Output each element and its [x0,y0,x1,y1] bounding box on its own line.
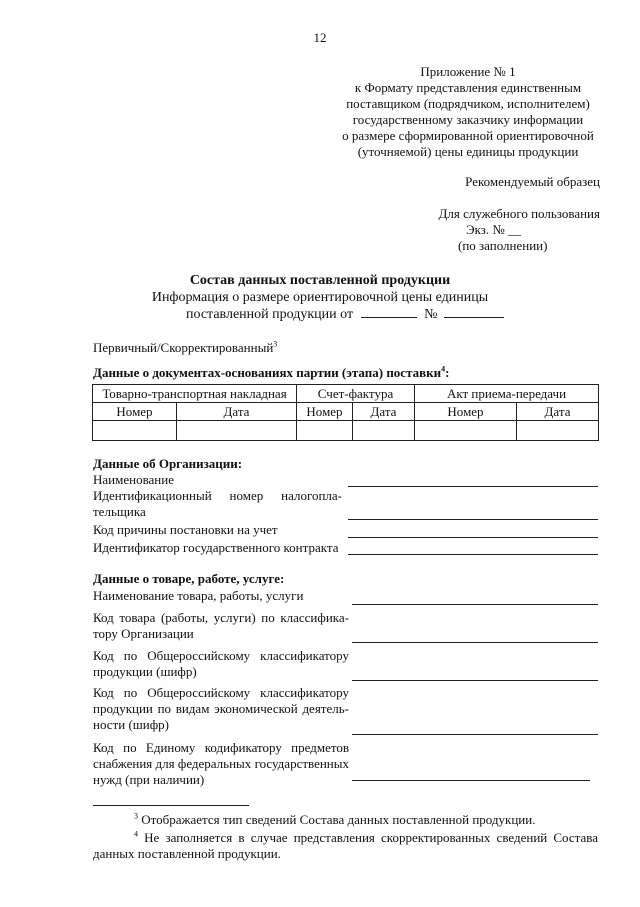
subcolumn-header: Номер [415,403,517,421]
subcolumn-header: Дата [517,403,599,421]
okved-code-field[interactable] [352,734,598,735]
okp-code-field[interactable] [352,680,598,681]
date-prefix: поставленной продукции от [186,307,354,322]
table-cell[interactable] [177,421,297,441]
appendix-line: (уточняемой) цены единицы продукции [357,144,579,159]
footnote-ref: 4 [441,364,446,374]
kpp-label: Код причины постановки на учет [93,522,278,537]
org-section-title: Данные об Организации: [93,456,243,471]
column-header: Товарно-транспортная накладная [93,385,297,403]
footnote-mark: 4 [134,829,138,839]
table-cell[interactable] [517,421,599,441]
document-subtitle: Информация о размере ориентировочной цены единицы [151,290,489,305]
footnote-mark: 3 [134,811,138,821]
org-code-label-cont: тору Организации [93,626,194,641]
org-name-label: Наименование [93,472,174,487]
appendix-line: к Формату представления единственным [354,80,582,95]
ek-code-label: Код по Единому кодификатору предметов [93,740,349,755]
subcolumn-header: Номер [297,403,353,421]
column-header: Акт приема-передачи [415,385,599,403]
footnote-4-cont: данных поставленной продукции. [93,846,281,861]
document-subtitle-line3 [186,307,504,323]
primary-corrected-label [93,340,277,356]
sample-label: Рекомендуемый образец [465,174,600,189]
goods-name-field[interactable] [352,604,598,605]
okved-code-label-cont: ности (шифр) [93,717,169,732]
footnote-3 [134,812,535,828]
okved-code-label-cont: продукции по видам экономической деятель- [93,701,349,716]
footnote-4 [134,830,598,846]
okved-code-label: Код по Общероссийскому классификатору [93,685,349,700]
table-cell[interactable] [297,421,353,441]
copy-number-label: Экз. № __ [466,222,522,237]
inn-field[interactable] [348,519,598,520]
org-code-field[interactable] [352,642,598,643]
okp-code-label: Код по Общероссийскому классификатору [93,648,349,663]
docs-section-title: Данные о документах-основаниях партии (этапа) поставки$^4$: [93,364,450,380]
appendix-line: поставщиком (подрядчиком, исполнителем) [346,96,590,111]
page-number: 12 [313,30,327,45]
subcolumn-header: Дата [177,403,297,421]
contract-id-field[interactable] [348,554,598,555]
subcolumn-header: Дата [353,403,415,421]
footnote-text: Не заполняется в случае представления скорректированных сведений Состава [144,830,598,845]
subcolumn-header: Номер [93,403,177,421]
appendix-line: государственному заказчику информации [352,112,584,127]
column-header: Счет-фактура [297,385,415,403]
table-cell[interactable] [93,421,177,441]
docs-section-title-text: Данные о документах-основаниях партии (этапа) поставки [93,365,442,380]
goods-section-title: Данные о товаре, работе, услуге: [93,571,285,586]
contract-id-label: Идентификатор государственного контракта [93,540,339,555]
fill-note: (по заполнении) [458,238,548,253]
goods-name-label: Наименование товара, работы, услуги [93,588,304,603]
org-name-field[interactable] [348,486,598,487]
date-blank[interactable] [361,307,417,318]
kpp-field[interactable] [348,537,598,538]
table-cell[interactable] [353,421,415,441]
official-use-label: Для служебного пользования [438,206,600,221]
okp-code-label-cont: продукции (шифр) [93,664,197,679]
ek-code-label-cont: снабжения для федеральных государственных [93,756,349,771]
inn-label-cont: тельщика [93,504,146,519]
appendix-line: о размере сформированной ориентировочной [342,128,594,143]
footnote-ref: 3 [273,339,278,349]
footnote-separator [93,805,249,806]
footnote-text: Отображается тип сведений Состава данных поставленной продукции. [141,812,536,827]
primary-corrected-text: Первичный/Скорректированный [93,340,274,355]
ek-code-label-cont: нужд (при наличии) [93,772,205,787]
docs-table [92,384,599,441]
table-cell[interactable] [415,421,517,441]
appendix-title: Приложение № 1 [420,64,516,79]
ek-code-field[interactable] [352,780,590,781]
org-code-label: Код товара (работы, услуги) по классифика- [93,610,349,625]
number-sign: № [424,307,438,322]
document-title: Состав данных поставленной продукции [189,273,451,288]
number-blank[interactable] [444,307,504,318]
inn-label: Идентификационный номер налогопла- [93,488,342,503]
